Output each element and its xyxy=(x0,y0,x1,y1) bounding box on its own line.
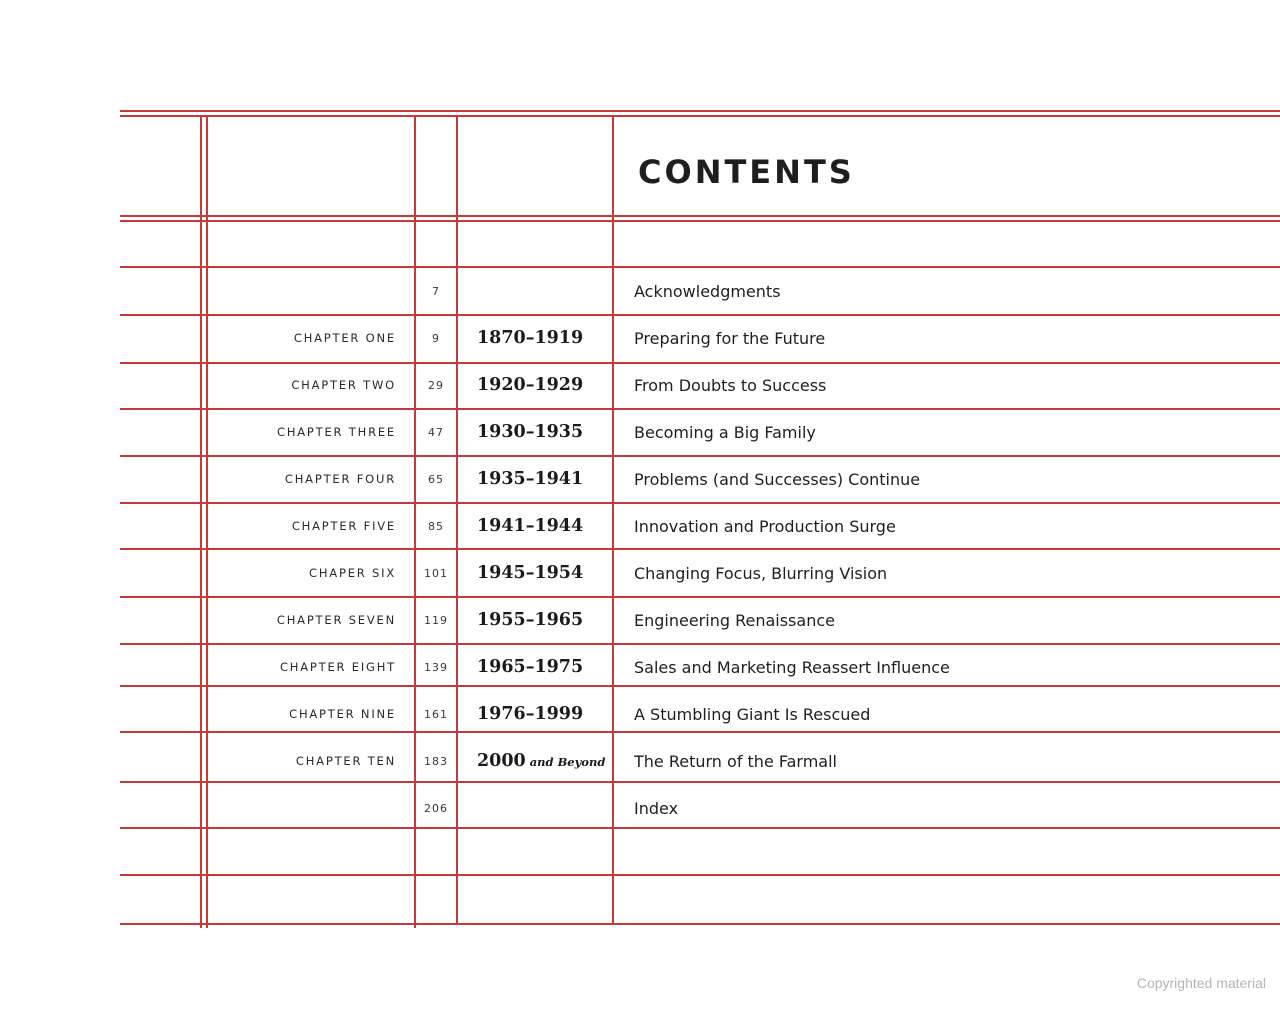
toc-entry-chapter-three[interactable] xyxy=(0,409,1280,456)
year-range: 1920–1929 xyxy=(477,375,584,395)
year-range: 1965–1975 xyxy=(477,657,584,677)
ledger-rule xyxy=(120,220,1280,222)
page-number: 85 xyxy=(428,520,444,533)
chapter-title: Preparing for the Future xyxy=(634,329,826,348)
year-range: 1935–1941 xyxy=(477,469,584,489)
chapter-label: CHAPTER EIGHT xyxy=(279,660,396,674)
page-number: 7 xyxy=(432,285,440,298)
year-range: 1945–1954 xyxy=(477,563,584,583)
page-number: 47 xyxy=(428,426,444,439)
page-number: 206 xyxy=(424,802,448,815)
page-number: 183 xyxy=(424,755,448,768)
toc-entry-acknowledgments[interactable] xyxy=(0,268,1280,315)
chapter-title: Engineering Renaissance xyxy=(634,611,835,630)
year-range: 1976–1999 xyxy=(477,704,584,724)
page-number: 9 xyxy=(432,332,440,345)
page-number: 29 xyxy=(428,379,444,392)
year-range: 1941–1944 xyxy=(477,516,584,536)
page-number: 65 xyxy=(428,473,444,486)
toc-entry-chapter-four[interactable] xyxy=(0,456,1280,503)
year-range: 1955–1965 xyxy=(477,610,584,630)
toc-entry-index[interactable] xyxy=(0,785,1280,832)
chapter-label: CHAPER SIX xyxy=(309,566,396,580)
toc-entry-chapter-eight[interactable] xyxy=(0,644,1280,691)
toc-entry-chapter-ten[interactable] xyxy=(0,738,1280,785)
ledger-rule xyxy=(120,923,1280,925)
chapter-label: CHAPTER TWO xyxy=(291,378,396,392)
ledger-rule xyxy=(120,110,1280,112)
toc-entry-chapter-seven[interactable] xyxy=(0,597,1280,644)
year-range xyxy=(477,268,481,315)
page-number: 161 xyxy=(424,708,448,721)
chapter-title: Innovation and Production Surge xyxy=(634,517,896,536)
year-range xyxy=(477,785,481,832)
chapter-label: CHAPTER ONE xyxy=(293,331,396,345)
chapter-title: From Doubts to Success xyxy=(634,376,827,395)
toc-entry-chapter-six[interactable] xyxy=(0,550,1280,597)
chapter-label: CHAPTER NINE xyxy=(289,707,396,721)
chapter-title: Changing Focus, Blurring Vision xyxy=(634,564,888,583)
toc-entry-chapter-nine[interactable] xyxy=(0,691,1280,738)
ledger-rule xyxy=(120,215,1280,217)
ledger-rule xyxy=(120,874,1280,876)
year-range: 2000 and Beyond xyxy=(477,751,606,771)
chapter-label: CHAPTER FIVE xyxy=(291,519,396,533)
chapter-title: The Return of the Farmall xyxy=(634,752,837,771)
chapter-label: CHAPTER FOUR xyxy=(284,472,396,486)
chapter-label: CHAPTER THREE xyxy=(276,425,396,439)
year-range: 1930–1935 xyxy=(477,422,584,442)
chapter-label: CHAPTER SEVEN xyxy=(276,613,396,627)
page-number: 119 xyxy=(424,614,448,627)
copyright-watermark: Copyrighted material xyxy=(1136,975,1266,991)
toc-entry-chapter-two[interactable] xyxy=(0,362,1280,409)
contents-heading: CONTENTS xyxy=(638,153,855,191)
page-number: 101 xyxy=(424,567,448,580)
chapter-title: Index xyxy=(634,799,679,818)
chapter-title: A Stumbling Giant Is Rescued xyxy=(634,705,871,724)
chapter-title: Sales and Marketing Reassert Influence xyxy=(634,658,950,677)
toc-entry-chapter-one[interactable] xyxy=(0,315,1280,362)
toc-entry-chapter-five[interactable] xyxy=(0,503,1280,550)
page-number: 139 xyxy=(424,661,448,674)
chapter-title: Problems (and Successes) Continue xyxy=(634,470,921,489)
chapter-label: CHAPTER TEN xyxy=(295,754,396,768)
ledger-rule xyxy=(120,115,1280,117)
chapter-title: Acknowledgments xyxy=(634,282,781,301)
year-range: 1870–1919 xyxy=(477,328,584,348)
chapter-title: Becoming a Big Family xyxy=(634,423,816,442)
